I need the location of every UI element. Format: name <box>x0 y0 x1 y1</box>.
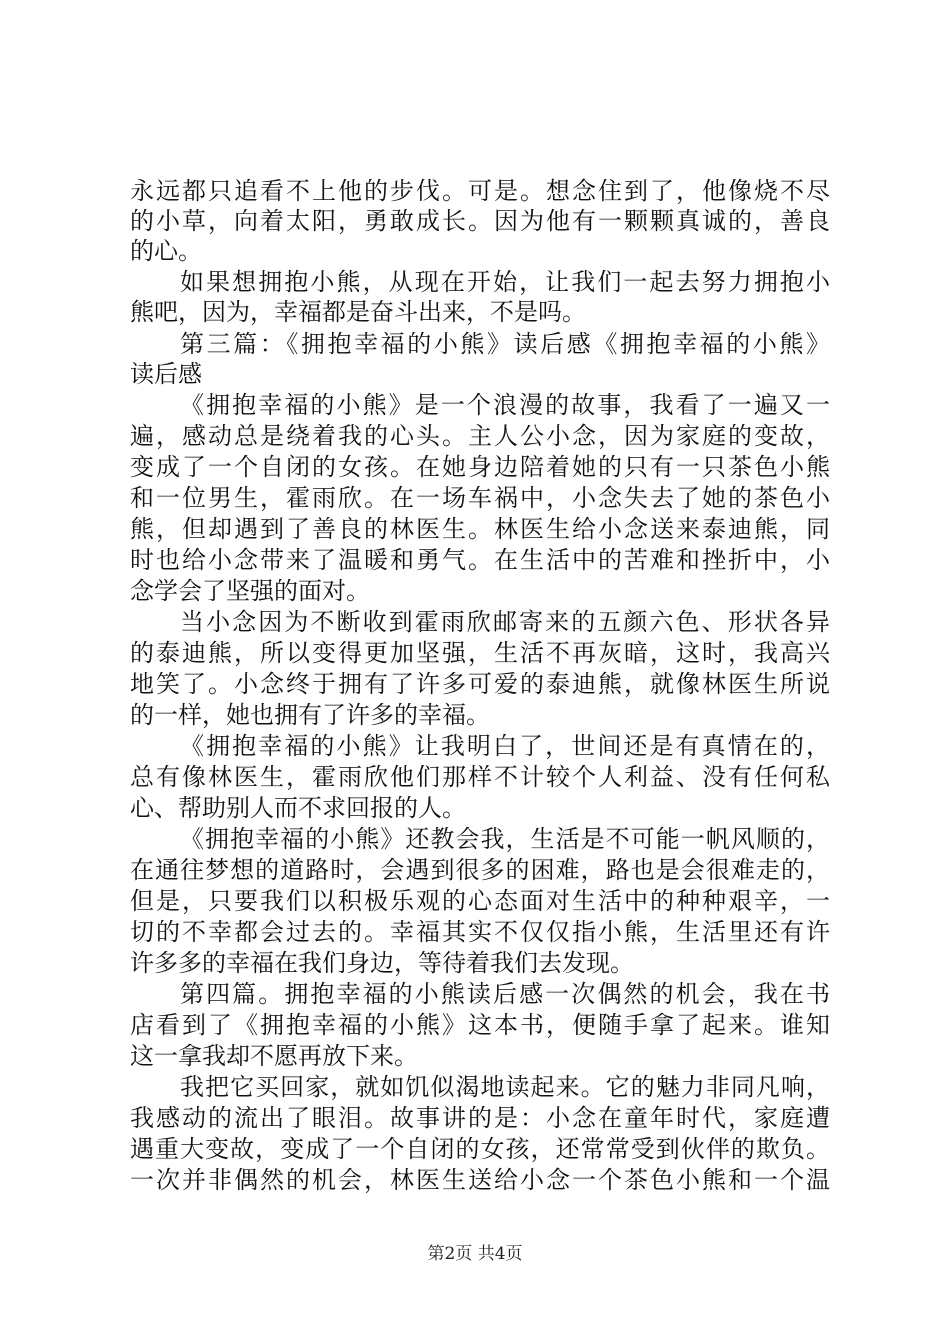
text-line: 当小念因为不断收到霍雨欣邮寄来的五颜六色、形状各异 <box>180 608 830 636</box>
text-line: 《拥抱幸福的小熊》还教会我，生活是不可能一帆风顺的， <box>180 825 830 853</box>
text-line: 总有像林医生，霍雨欣他们那样不计较个人利益、没有任何私 <box>130 763 830 791</box>
text-line: 的泰迪熊，所以变得更加坚强，生活不再灰暗，这时，我高兴 <box>130 639 830 667</box>
text-line: 熊，但却遇到了善良的林医生。林医生给小念送来泰迪熊，同 <box>130 515 830 543</box>
text-line: 熊吧，因为，幸福都是奋斗出来，不是吗。 <box>130 298 586 326</box>
text-line: 时也给小念带来了温暖和勇气。在生活中的苦难和挫折中，小 <box>130 546 830 574</box>
text-line: 地笑了。小念终于拥有了许多可爱的泰迪熊，就像林医生所说 <box>130 670 830 698</box>
text-line: 一次并非偶然的机会，林医生送给小念一个茶色小熊和一个温 <box>130 1166 830 1194</box>
page-footer: 第2页 共4页 <box>427 1244 523 1264</box>
section-heading: 第四篇。拥抱幸福的小熊读后感一次偶然的机会，我在书 <box>180 980 830 1008</box>
text-line: 在通往梦想的道路时，会遇到很多的困难，路也是会很难走的， <box>130 856 830 884</box>
text-line: 但是，只要我们以积极乐观的心态面对生活中的种种艰辛，一 <box>130 887 830 915</box>
text-line: 心、帮助别人而不求回报的人。 <box>130 794 466 822</box>
text-line: 和一位男生，霍雨欣。在一场车祸中，小念失去了她的茶色小 <box>130 484 830 512</box>
text-line: 切的不幸都会过去的。幸福其实不仅仅指小熊，生活里还有许 <box>130 918 830 946</box>
text-line: 念学会了坚强的面对。 <box>130 577 370 605</box>
text-line: 变成了一个自闭的女孩。在她身边陪着她的只有一只茶色小熊 <box>130 453 830 481</box>
text-line: 我把它买回家，就如饥似渴地读起来。它的魅力非同凡响， <box>180 1073 830 1101</box>
text-line: 许多多的幸福在我们身边，等待着我们去发现。 <box>130 949 634 977</box>
text-line: 遍，感动总是绕着我的心头。主人公小念，因为家庭的变故， <box>130 422 830 450</box>
text-line: 《拥抱幸福的小熊》让我明白了，世间还是有真情在的， <box>180 732 830 760</box>
text-line: 店看到了《拥抱幸福的小熊》这本书，便随手拿了起来。谁知 <box>130 1011 830 1039</box>
section-heading: 第三篇：《拥抱幸福的小熊》读后感《拥抱幸福的小熊》 <box>180 330 830 358</box>
text-line: 永远都只追看不上他的步伐。可是。想念住到了，他像烧不尽 <box>130 177 830 205</box>
text-line: 如果想拥抱小熊，从现在开始，让我们一起去努力拥抱小 <box>180 268 830 296</box>
text-line: 的心。 <box>130 237 202 265</box>
text-line: 的一样，她也拥有了许多的幸福。 <box>130 701 490 729</box>
text-line: 《拥抱幸福的小熊》是一个浪漫的故事，我看了一遍又一 <box>180 391 830 419</box>
section-heading: 读后感 <box>130 360 202 388</box>
text-line: 遇重大变故，变成了一个自闭的女孩，还常常受到伙伴的欺负。 <box>130 1135 830 1163</box>
text-line: 的小草，向着太阳，勇敢成长。因为他有一颗颗真诚的，善良 <box>130 207 830 235</box>
text-line: 这一拿我却不愿再放下来。 <box>130 1042 418 1070</box>
text-line: 我感动的流出了眼泪。故事讲的是：小念在童年时代，家庭遭 <box>130 1104 830 1132</box>
